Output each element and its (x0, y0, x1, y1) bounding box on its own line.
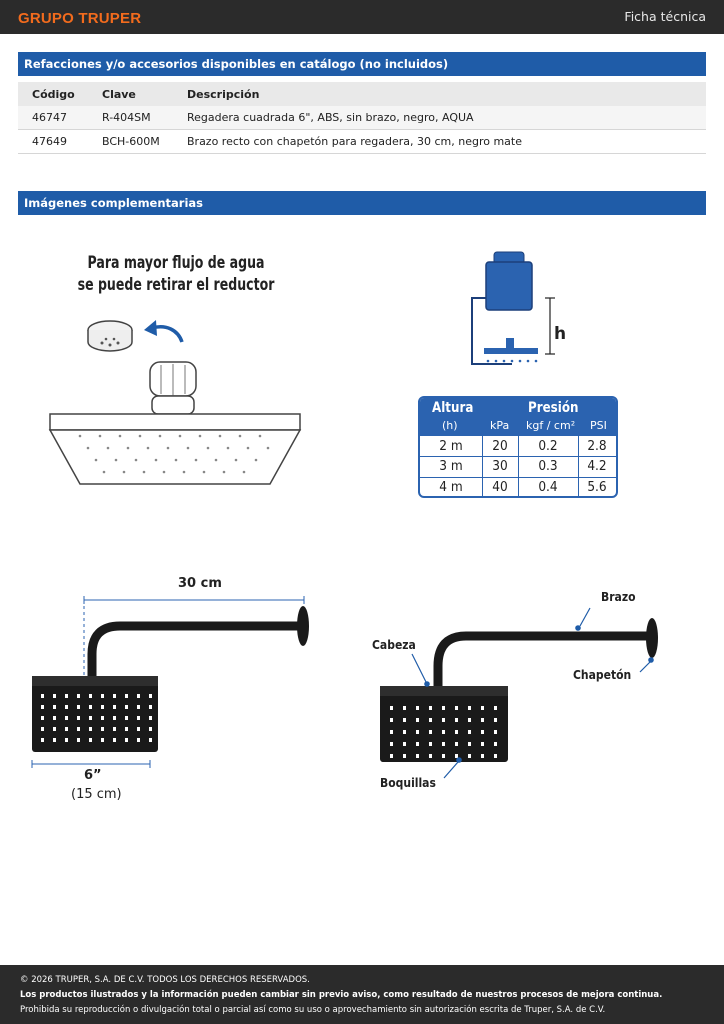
column-header-kgf: kgf / cm² (526, 419, 576, 432)
table-cell: 5.6 (587, 479, 607, 495)
dimensioned-shower-drawing (28, 592, 318, 772)
document-type: Ficha técnica (624, 9, 706, 24)
arm-length-dimension (84, 596, 304, 676)
cell-description: Regadera cuadrada 6", ABS, sin brazo, negro, AQUA (173, 106, 706, 130)
table-cell: 40 (492, 479, 508, 495)
footer-restriction: Prohibida su reproducción o divulgación total o parcial así como su uso o aprovechamiento sin autorización escrita de Truper, S.A. de C.V. (20, 1005, 606, 1015)
head-width-cm-label: (15 cm) (71, 787, 122, 802)
column-header-code: Código (18, 82, 88, 106)
cell-key: BCH-600M (88, 130, 173, 154)
top-bar (0, 0, 724, 34)
table-cell: 0.3 (538, 458, 558, 474)
brand-logo: GRUPO TRUPER (18, 10, 142, 27)
shower-head-outline (50, 414, 300, 484)
reducer-icon (88, 321, 132, 351)
reducer-note-line1: Para mayor flujo de agua (87, 253, 265, 273)
footer-copyright: © 2026 TRUPER, S.A. DE C.V. TODOS LOS DERECHOS RESERVADOS. (20, 975, 310, 985)
cell-key: R-404SM (88, 106, 173, 130)
footer-notice: Los productos ilustrados y la información pueden cambiar sin previo aviso, como resultado de nuestros procesos de mejora continua. (20, 990, 663, 1000)
labeled-shower-drawing (370, 600, 670, 780)
cell-code: 46747 (18, 106, 88, 130)
table-cell: 4.2 (587, 458, 607, 474)
label-brazo: Brazo (601, 590, 636, 604)
shower-icon (484, 338, 538, 362)
parts-table (18, 82, 706, 154)
footer (0, 965, 724, 1024)
arm-length-label: 30 cm (178, 576, 222, 591)
table-cell: 2.8 (587, 438, 607, 454)
table-cell: 0.4 (538, 479, 558, 495)
column-header-kpa: kPa (490, 419, 510, 432)
column-header-description: Descripción (173, 82, 706, 106)
table-cell: 0.2 (538, 438, 558, 454)
table-row (18, 130, 706, 154)
table-cell: 3 m (439, 458, 463, 474)
reducer-removal-illustration (40, 310, 310, 490)
column-header-psi: PSI (590, 419, 607, 432)
cell-code: 47649 (18, 130, 88, 154)
connector-nut-icon (150, 362, 196, 414)
head-width-label: 6” (84, 768, 102, 783)
shower-arm (92, 606, 309, 678)
arrow-head-icon (144, 320, 157, 336)
shower-head (380, 686, 508, 762)
label-cabeza: Cabeza (372, 638, 416, 652)
reducer-note-line2: se puede retirar el reductor (77, 275, 275, 295)
table-cell: 2 m (439, 438, 463, 454)
table-cell: 20 (492, 438, 508, 454)
column-header-altura-sub: (h) (442, 419, 458, 432)
parts-section-title: Refacciones y/o accesorios disponibles en catálogo (no incluidos) (18, 52, 706, 76)
water-tank-icon (486, 252, 532, 310)
table-cell: 30 (492, 458, 508, 474)
head-width-dimension (32, 760, 150, 768)
table-header-row (18, 82, 706, 106)
table-row (18, 106, 706, 130)
label-chapeton: Chapetón (573, 668, 632, 682)
table-cell: 4 m (439, 479, 463, 495)
images-section-title: Imágenes complementarias (18, 191, 706, 215)
height-label: h (554, 324, 567, 344)
cell-description: Brazo recto con chapetón para regadera, 30 cm, negro mate (173, 130, 706, 154)
pressure-table (418, 396, 618, 498)
height-diagram (466, 248, 576, 373)
column-header-presion: Presión (528, 400, 579, 416)
column-header-altura: Altura (432, 400, 474, 416)
column-header-key: Clave (88, 82, 173, 106)
label-boquillas: Boquillas (380, 776, 436, 790)
